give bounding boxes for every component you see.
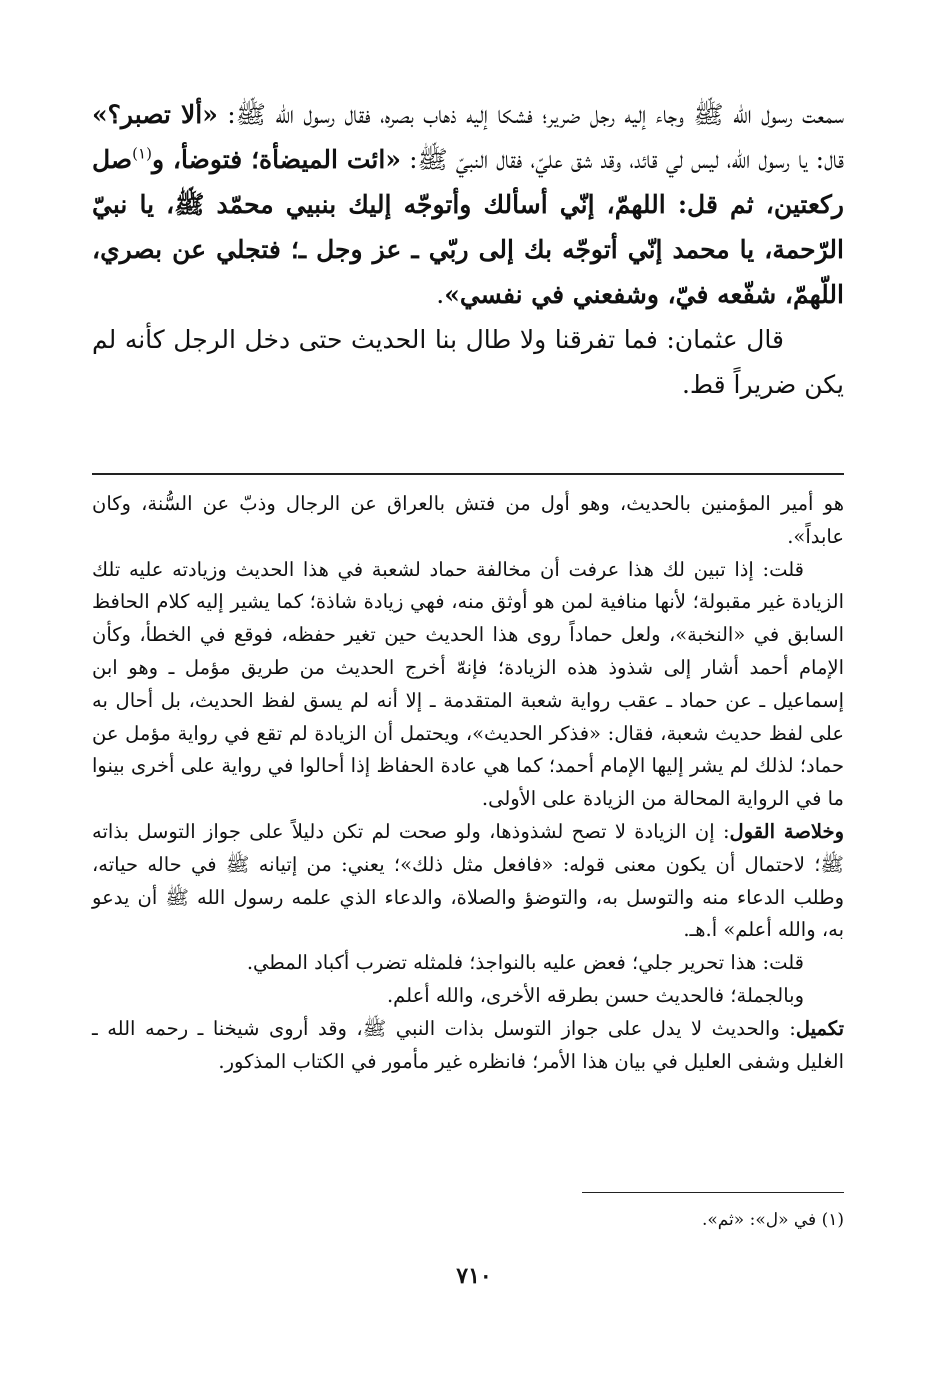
hadith-quote-supplication: صل ركعتين، ثم قل: اللهمّ، إنّي أسألك وأتوجّه إليك بنبيي محمّد ﷺ، يا نبيّ الرّحمة، يا محمد إنّي أتوجّه بك إلى ربّي ـ عز وجل ـ؛ فتجلي عن بصري، اللّهمّ، شفّعه فيّ، وشفعني في نفسي» — [92, 145, 844, 309]
summary-heading: وخلاصة القول — [729, 819, 844, 843]
page-number: ٧١٠ — [456, 1263, 492, 1289]
main-hadith-text — [92, 92, 844, 407]
main-separator-line — [92, 473, 844, 475]
commentary-paragraph-4: قلت: هذا تحرير جلي؛ فعض عليه بالنواجذ؛ فلمثله تضرب أكباد المطي. — [246, 951, 804, 975]
commentary-paragraph-2: قلت: إذا تبين لك هذا عرفت أن مخالفة حماد لشعبة في هذا الحديث وزيادته عليه تلك الزيادة غير مقبولة؛ لأنها منافية لمن هو أوثق منه، فهي زيادة شاذة؛ كما يشير إليه كلام الحافظ السابق في «النخبة»، ولعل حماداً روى هذا الحديث حين تغير حفظه، فوقع في الخطأ، وكأن الإمام أحمد أشار إلى شذوذ هذه الزيادة؛ فإنهّ أخرج الحديث من طريق مؤمل ـ وهو ابن إسماعيل ـ عن حماد ـ عقب رواية شعبة المتقدمة ـ إلا أنه لم يسق لفظ الحديث، بل أحال به على لفظ حديث شعبة، فقال: «فذكر الحديث»، ويحتمل أن الزيادة لم تقع في رواية مؤمل عن حماد؛ لذلك لم يشر إليها الإمام أحمد؛ كما هي عادة الحفاظ إذا أحالوا في رواية على أخرى بينوا ما في الرواية المحالة من الزيادة على الأولى. — [92, 557, 844, 811]
hadith-paragraph — [92, 92, 844, 317]
commentary-paragraph-3 — [92, 816, 844, 947]
commentary-paragraph-1: هو أمير المؤمنين بالحديث، وهو أول من فتش بالعراق عن الرجال وذبّ عن السُّنة، وكان عابداً». — [92, 492, 844, 548]
hadith-quote-patience: «ألا تصبر؟» — [92, 100, 218, 129]
footnote-marker: (١) — [132, 144, 152, 163]
summary-text: : إن الزيادة لا تصح لشذوذها، ولو صحت لم تكن دليلاً على جواز التوسل بذاته ﷺ؛ لاحتمال أن يكون معنى قوله: «فافعل مثل ذلك»؛ يعني: من إتيانه ﷺ في حاله حياته، وطلب الدعاء منه والتوسل به، والتوضؤ والصلاة، والدعاء الذي علمه رسول الله ﷺ أن يدعو به، والله أعلم» أ.هـ. — [92, 819, 844, 942]
completion-text: : والحديث لا يدل على جواز التوسل بذات النبي ﷺ، وقد أروى شيخنا ـ رحمه الله ـ الغليل وشفى العليل في بيان هذا الأمر؛ فانظره غير مأمور في الكتاب المذكور. — [92, 1016, 844, 1073]
hadith-end-period: . — [436, 280, 445, 309]
footnote: (١) في «ل»: «ثم». — [701, 1210, 844, 1230]
commentary-section — [92, 488, 844, 1078]
hadith-quote-ablution: «ائت الميضأة؛ فتوضأ، و — [151, 145, 401, 174]
commentary-paragraph-5: وبالجملة؛ فالحديث حسن بطرقه الأخرى، والله أعلم. — [386, 983, 804, 1007]
completion-heading: تكميل — [795, 1016, 844, 1040]
hadith-intro-text: سمعت رسول الله ﷺ وجاء إليه رجل ضرير؛ فشكا إليه ذهاب بصره، فقال رسول الله ﷺ: — [217, 100, 844, 129]
uthman-paragraph: قال عثمان: فما تفرقنا ولا طال بنا الحديث حتى دخل الرجل كأنه لم يكن ضريراً قط. — [92, 325, 844, 399]
commentary-paragraph-6 — [92, 1013, 844, 1079]
footnote-separator-line — [582, 1192, 844, 1193]
hadith-narration-text: قال: يا رسول الله، ليس لي قائد، وقد شق عليّ، فقال النبيّ ﷺ: — [400, 145, 844, 174]
